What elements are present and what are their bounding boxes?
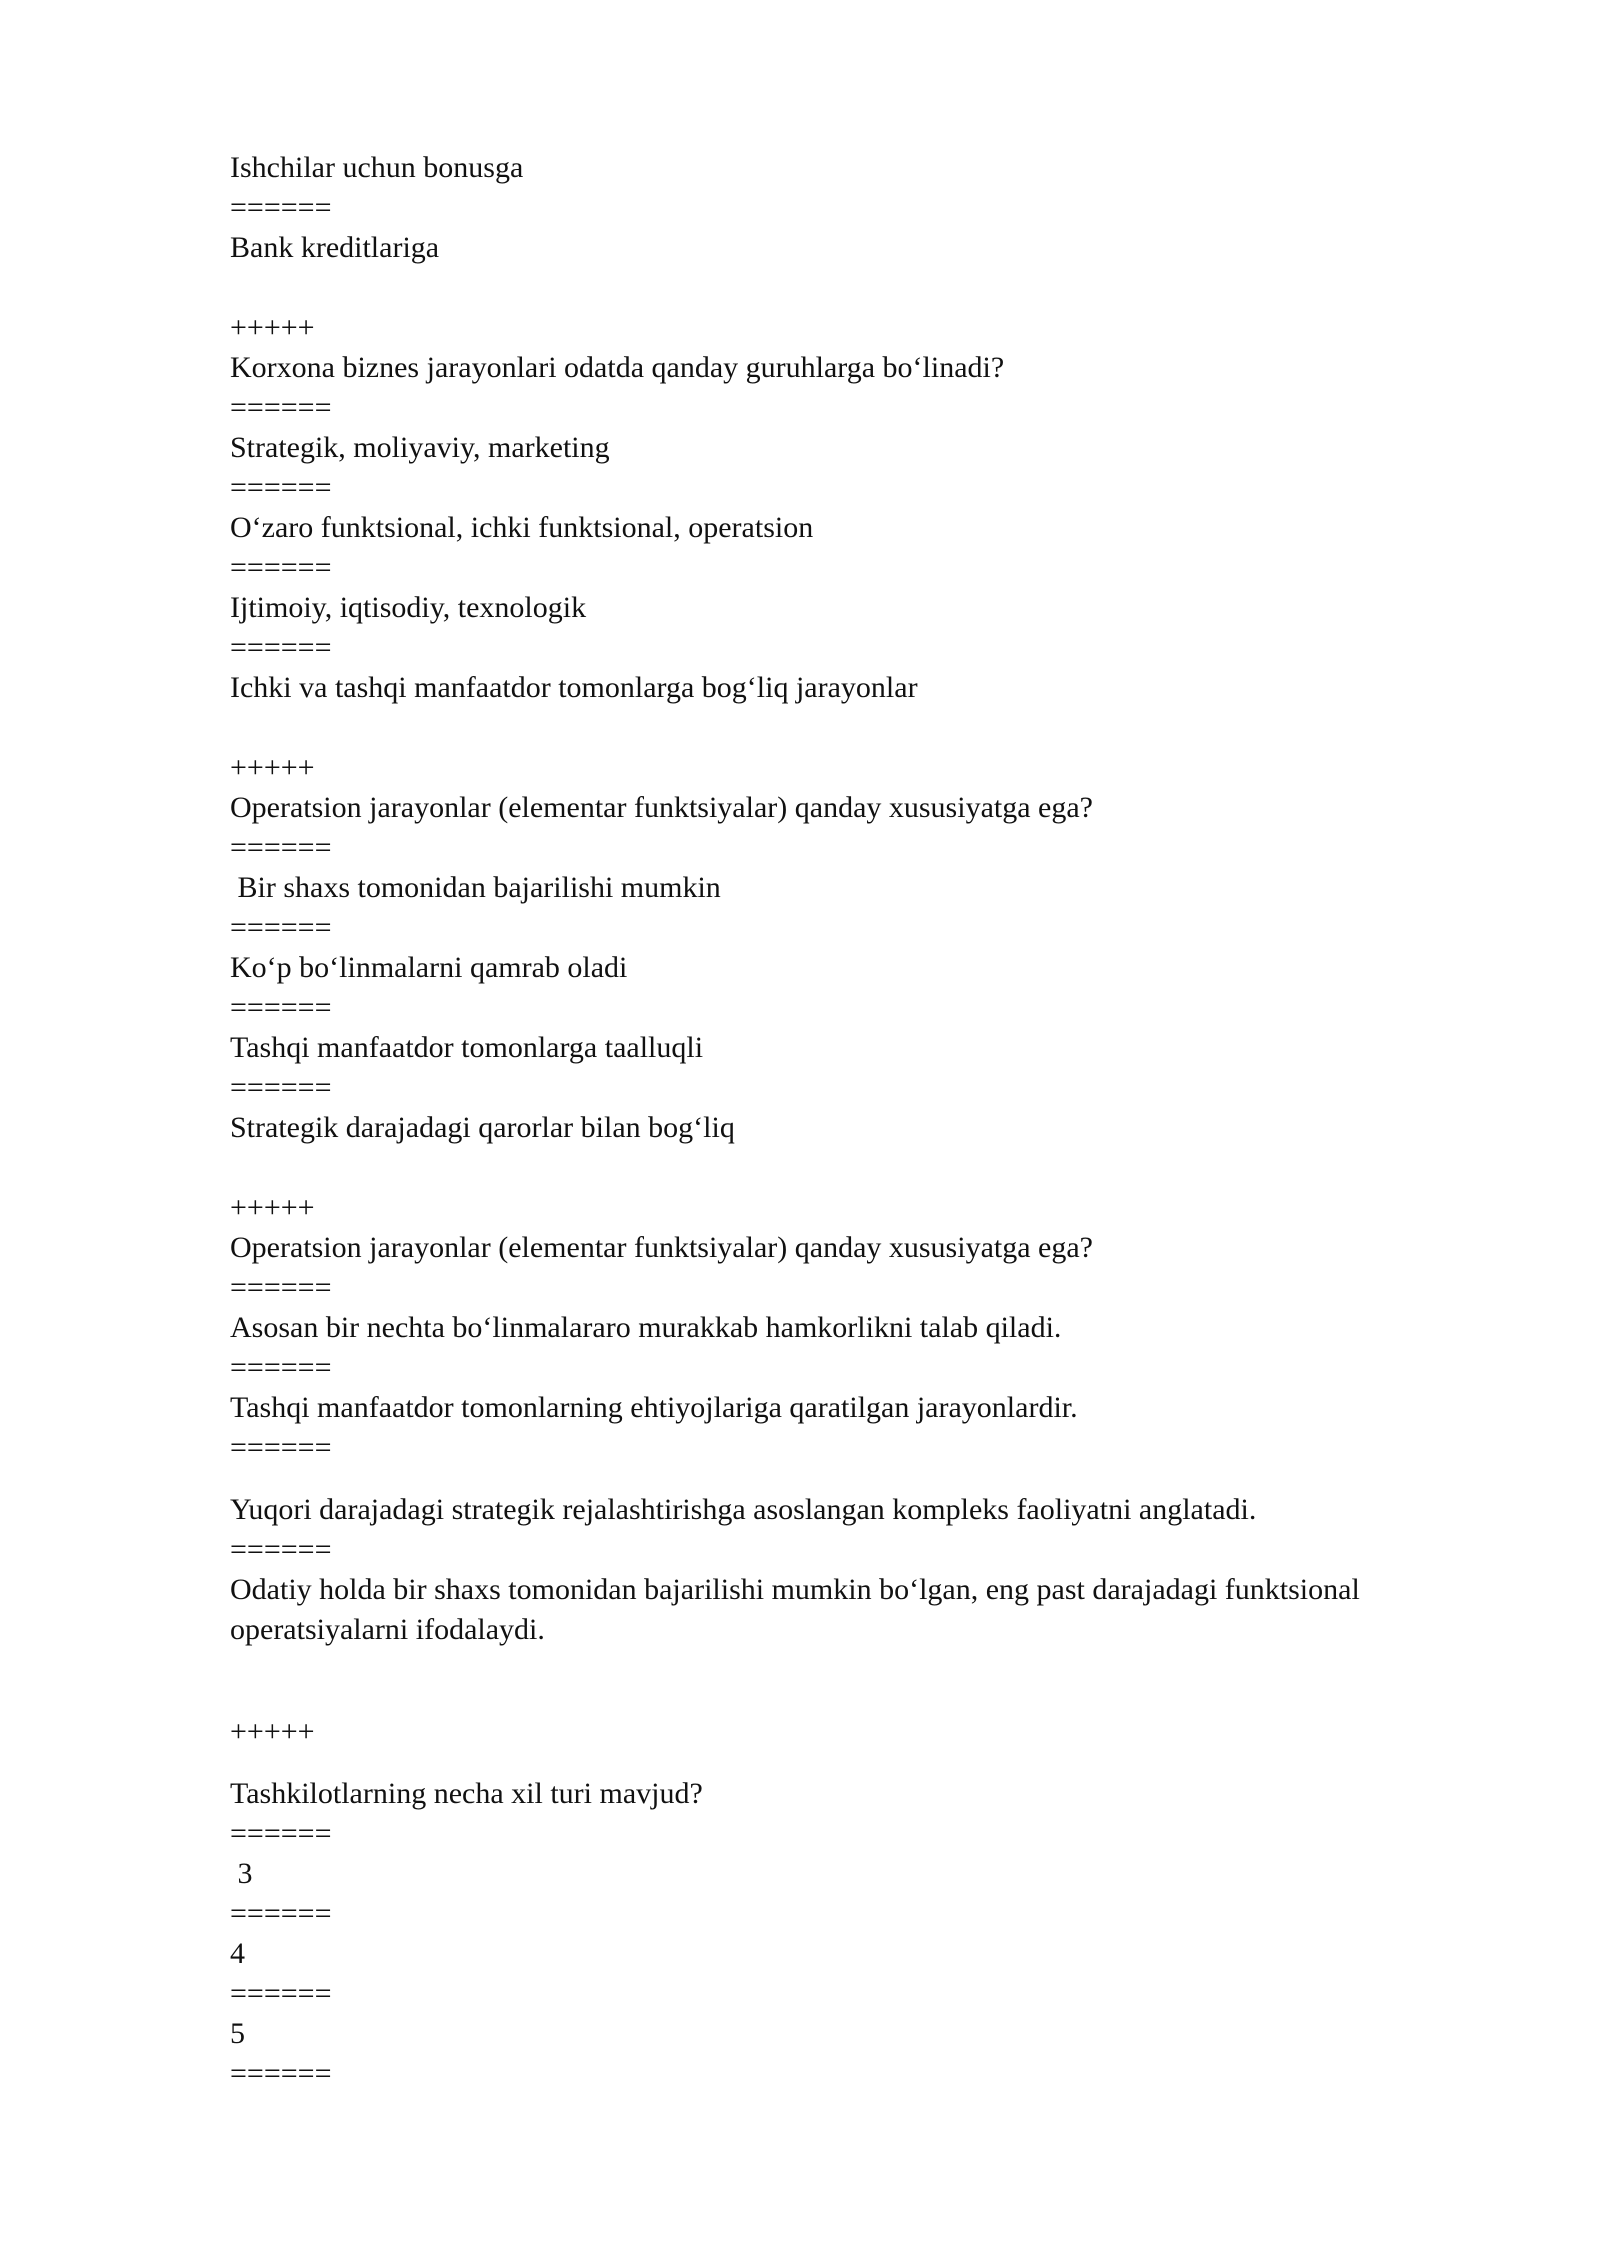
answer-option: 5 — [230, 2017, 245, 2050]
separator: ====== — [230, 551, 332, 584]
separator: ====== — [230, 831, 332, 864]
separator: ====== — [230, 1431, 332, 1464]
separator: ====== — [230, 1897, 332, 1930]
separator: ====== — [230, 391, 332, 424]
answer-option: Ko‘p bo‘linmalarni qamrab oladi — [230, 951, 628, 984]
document-body — [230, 148, 1470, 2094]
question-marker: +++++ — [230, 1715, 315, 1748]
separator: ====== — [230, 991, 332, 1024]
separator: ====== — [230, 471, 332, 504]
answer-option: Strategik, moliyaviy, marketing — [230, 431, 610, 464]
separator: ====== — [230, 1351, 332, 1384]
question-text: Operatsion jarayonlar (elementar funktsiyalar) qanday xususiyatga ega? — [230, 1231, 1093, 1264]
separator: ====== — [230, 1817, 332, 1850]
question-marker: +++++ — [230, 751, 315, 784]
question-marker: +++++ — [230, 311, 315, 344]
question-text: Tashkilotlarning necha xil turi mavjud? — [230, 1777, 703, 1810]
answer-option: Strategik darajadagi qarorlar bilan bog‘liq — [230, 1111, 735, 1144]
answer-option: Bank kreditlariga — [230, 231, 440, 264]
question-marker: +++++ — [230, 1191, 315, 1224]
blank-line — [230, 1752, 1470, 1774]
question-text: Operatsion jarayonlar (elementar funktsiyalar) qanday xususiyatga ega? — [230, 791, 1093, 824]
separator: ====== — [230, 631, 332, 664]
blank-line — [230, 708, 1470, 748]
answer-option: Asosan bir nechta bo‘linmalararo murakkab hamkorlikni talab qiladi. — [230, 1311, 1062, 1344]
answer-option: O‘zaro funktsional, ichki funktsional, operatsion — [230, 511, 814, 544]
separator: ====== — [230, 911, 332, 944]
question-text: Korxona biznes jarayonlari odatda qanday guruhlarga bo‘linadi? — [230, 351, 1005, 384]
answer-option: Odatiy holda bir shaxs tomonidan bajarilishi mumkin bo‘lgan, eng past darajadagi funktsional operatsiyalarni ifodalaydi. — [230, 1573, 1368, 1646]
blank-line — [230, 1468, 1470, 1490]
answer-option: Ishchilar uchun bonusga — [230, 151, 524, 184]
separator: ====== — [230, 2057, 332, 2090]
blank-line — [230, 1148, 1470, 1188]
answer-option: 3 — [230, 1857, 253, 1890]
blank-line — [230, 1650, 1470, 1690]
answer-option: Yuqori darajadagi strategik rejalashtirishga asoslangan kompleks faoliyatni anglatadi. — [230, 1493, 1257, 1526]
answer-option: Ichki va tashqi manfaatdor tomonlarga bog‘liq jarayonlar — [230, 671, 918, 704]
blank-line — [230, 1690, 1470, 1712]
answer-option: Bir shaxs tomonidan bajarilishi mumkin — [230, 871, 721, 904]
blank-line — [230, 268, 1470, 308]
answer-option: Ijtimoiy, iqtisodiy, texnologik — [230, 591, 587, 624]
separator: ====== — [230, 1071, 332, 1104]
answer-option: Tashqi manfaatdor tomonlarning ehtiyojlariga qaratilgan jarayonlardir. — [230, 1391, 1078, 1424]
separator: ====== — [230, 1977, 332, 2010]
separator: ====== — [230, 191, 332, 224]
answer-option: 4 — [230, 1937, 245, 1970]
separator: ====== — [230, 1271, 332, 1304]
separator: ====== — [230, 1533, 332, 1566]
answer-option: Tashqi manfaatdor tomonlarga taalluqli — [230, 1031, 704, 1064]
